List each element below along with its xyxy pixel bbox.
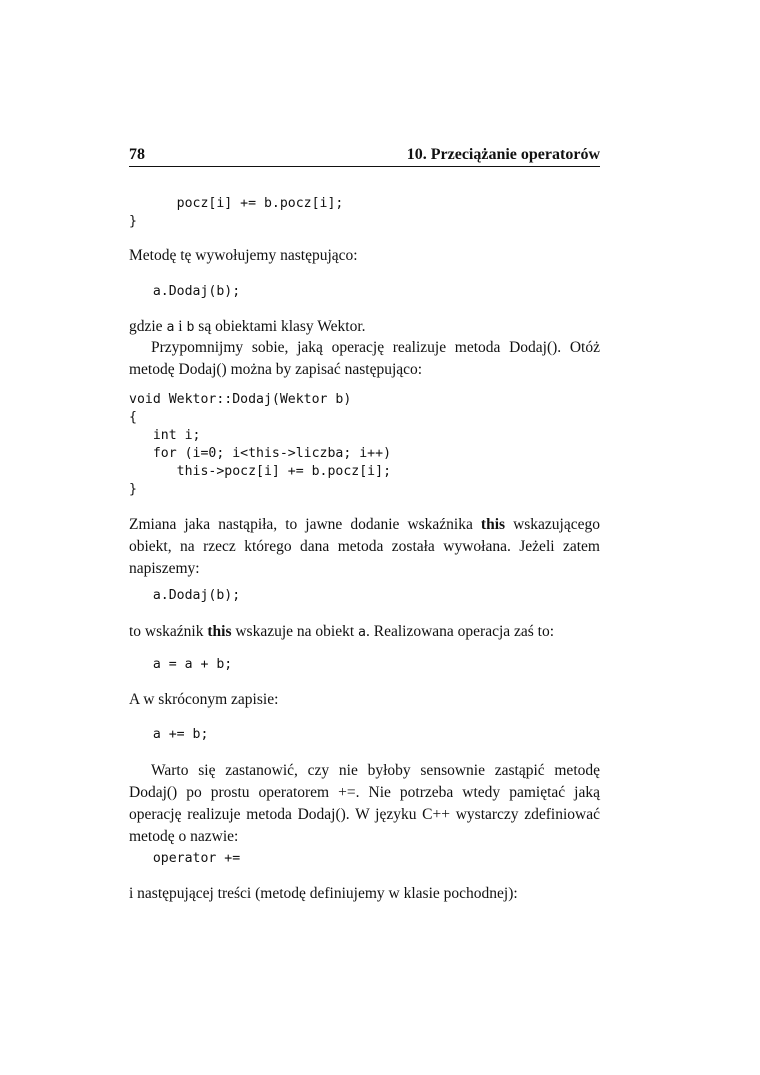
page-number: 78 — [129, 146, 145, 163]
paragraph — [129, 316, 600, 339]
text-span: są obiektami klasy Wektor. — [194, 318, 366, 335]
code-line: { — [129, 410, 137, 425]
chapter-title: 10. Przeciążanie operatorów — [406, 146, 600, 163]
code-line: pocz[i] += b.pocz[i]; — [129, 196, 344, 211]
code-block-3 — [129, 391, 600, 499]
paragraph — [129, 621, 600, 644]
code-line: this->pocz[i] += b.pocz[i]; — [129, 464, 392, 479]
text-span: . Realizowana operacja zaś to: — [365, 623, 555, 640]
paragraph: Metodę tę wywołujemy następująco: — [129, 247, 358, 264]
text-span: wskazuje na obiekt — [231, 623, 359, 640]
inline-code: b — [186, 320, 195, 335]
text-span: Zmiana jaka nastąpiła, to jawne dodanie wskaźnika — [129, 516, 481, 533]
code-line: } — [129, 482, 137, 497]
inline-code: a — [358, 625, 366, 640]
bold-keyword: this — [207, 623, 232, 640]
code-block-7: operator += — [129, 851, 241, 866]
code-block-4: a.Dodaj(b); — [129, 588, 241, 603]
text-span: wskazującego obiekt, na rzecz którego dana metoda została wywołana. Jeżeli zatem napiszemy: — [129, 516, 600, 577]
paragraph: A w skróconym zapisie: — [129, 691, 279, 708]
text-span: gdzie — [129, 318, 167, 335]
bold-keyword: this — [480, 516, 506, 533]
code-line: void Wektor::Dodaj(Wektor b) — [129, 392, 352, 407]
code-line: for (i=0; i<this->liczba; i++) — [129, 446, 392, 461]
code-block-2: a.Dodaj(b); — [129, 284, 241, 299]
paragraph-line: metodę Dodaj() można by zapisać następująco: — [129, 361, 423, 378]
code-line: } — [129, 214, 137, 229]
code-block-6: a += b; — [129, 727, 209, 742]
paragraph — [129, 514, 600, 580]
code-block-5: a = a + b; — [129, 657, 233, 672]
paragraph — [129, 337, 600, 381]
text-span: i — [174, 318, 187, 335]
paragraph: Warto się zastanowić, czy nie byłoby sensownie zastąpić metodę Dodaj() po prostu operatorem +=. Nie potrzeba wtedy pamiętać jaką operację realizuje metoda Dodaj(). W języku C++ wystarczy zdefiniować metodę o nazwie: — [129, 762, 600, 845]
document-page — [129, 0, 600, 1075]
text-span: to wskaźnik — [129, 623, 208, 640]
paragraph: i następującej treści (metodę definiujemy w klasie pochodnej): — [129, 885, 518, 902]
code-block-1 — [129, 195, 600, 231]
code-line: int i; — [129, 428, 201, 443]
running-header — [129, 144, 600, 167]
inline-code: a — [166, 320, 175, 335]
paragraph-line: Przypomnijmy sobie, jaką operację realizuje metoda Dodaj(). Otóż — [151, 339, 600, 356]
